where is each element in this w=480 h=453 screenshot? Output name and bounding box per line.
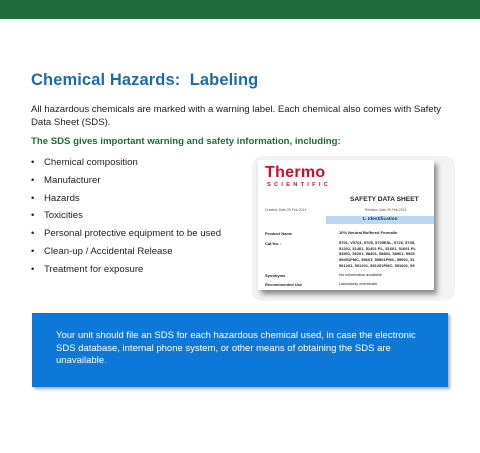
bullet-item: • Treatment for exposure <box>31 261 221 279</box>
bullet-item: • Hazards <box>31 190 221 208</box>
product-name-value: 10% Neutral Buffered Formalin <box>339 230 398 235</box>
recommended-use-label: Recommended Use <box>265 282 303 287</box>
brand-logo-sub: SCIENTIFIC <box>267 182 332 188</box>
cat-no-value: 5701, V5701, 5705, 5705ESL, 5725, 5735, 51201, 51401, 51401 PL, 51601, 51601 PL 53901, 56201, 58401, 58801, 58901, 5925 59401PMC, 59601, 59801PMC, 59901, 51 561201, 591201, 591201PMC, 591601, 59 <box>339 240 416 268</box>
sds-dates <box>265 208 431 212</box>
brand-logo: Thermo <box>265 164 326 181</box>
intro-text: All hazardous chemicals are marked with a warning label. Each chemical also comes with Safety Data Sheet (SDS). <box>31 104 442 128</box>
info-bullet-list <box>31 154 221 279</box>
product-name-label: Product Name <box>265 231 293 236</box>
top-accent-bar <box>0 0 480 19</box>
bullet-item: • Toxicities <box>31 207 221 225</box>
recommended-use-value: Laboratory chemicals <box>339 281 378 286</box>
revision-date: Revision Date 09-Feb-2014 <box>365 208 407 212</box>
sds-section-header: 1. Identification <box>326 216 434 224</box>
synonyms-value: No information available <box>339 272 382 277</box>
bullet-item: • Manufacturer <box>31 172 221 190</box>
slide-title: Chemical Hazards: Labeling <box>31 71 259 89</box>
bullet-item: • Personal protective equipment to be used <box>31 225 221 243</box>
sds-filing-note-text: Your unit should file an SDS for each hazardous chemical used, in case the electronic SDS database, internal phone system, or other means of obtaining the SDS are unavailable. <box>56 330 416 366</box>
sds-doc-title: SAFETY DATA SHEET <box>350 196 419 203</box>
creation-date: Creation Date 09-Feb-2014 <box>265 208 307 212</box>
bullet-item: • Clean-up / Accidental Release <box>31 243 221 261</box>
sds-subheading: The SDS gives important warning and safety information, including: <box>31 136 341 147</box>
bullet-item: • Chemical composition <box>31 154 221 172</box>
sds-document-image <box>258 160 434 290</box>
synonyms-label: Synonyms <box>265 273 286 278</box>
sds-filing-note-box <box>32 313 448 387</box>
cat-no-label: Cat No. : <box>265 241 282 246</box>
